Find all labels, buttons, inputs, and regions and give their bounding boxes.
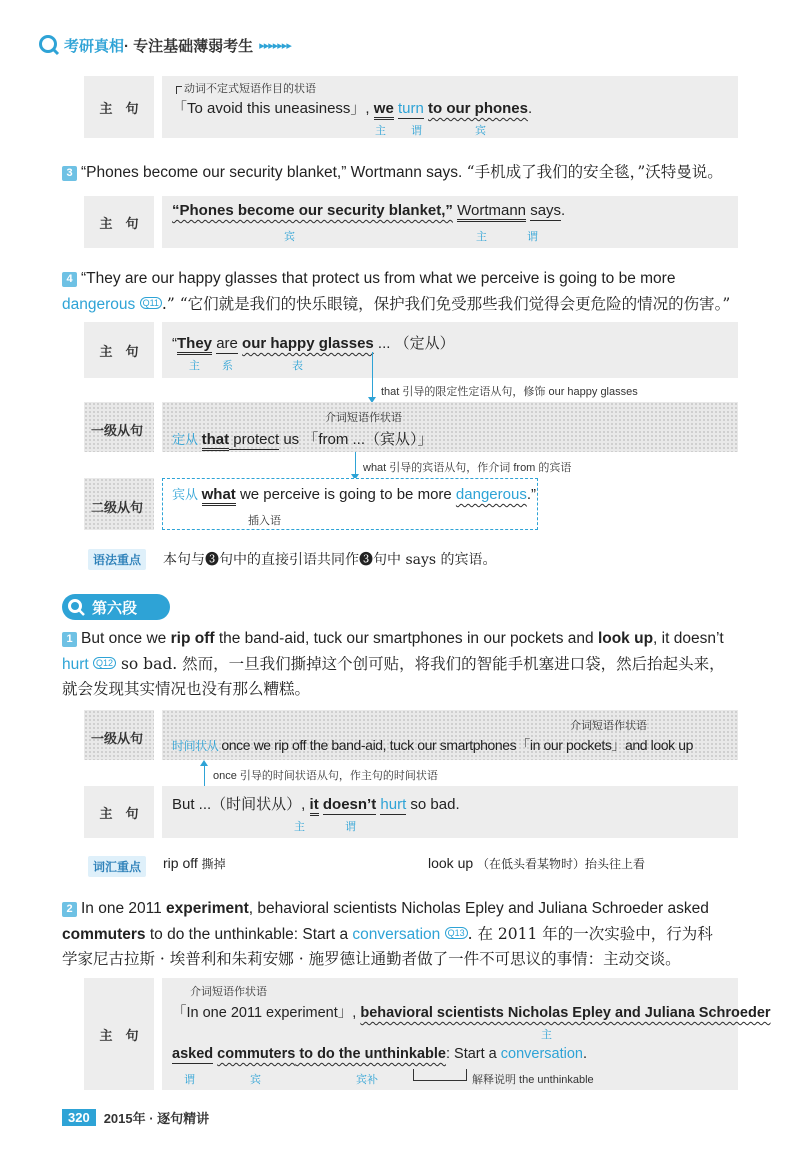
b4-note-2: what 引导的宾语从句，作介词 from 的宾语 bbox=[363, 462, 572, 474]
header-arrows: ▸▸▸▸▸▸▸ bbox=[259, 39, 291, 52]
sentence-3: 3 “Phones become our security blanket,” Wortmann says. “手机成了我们的安全毯，”沃特曼说。 bbox=[62, 160, 762, 185]
b4-connector-1 bbox=[372, 352, 373, 398]
b4-role-subject: 主 bbox=[189, 360, 200, 372]
b5-level1-sentence: 时间状从 once we rip off the band-aid, tuck our smartphones「in our pockets」and look up bbox=[172, 737, 694, 753]
header bbox=[38, 34, 291, 56]
footer-title: 2015年 · 逐句精讲 bbox=[103, 1111, 210, 1126]
b4-role-link: 系 bbox=[222, 360, 233, 372]
b5-main-label-box: 主 句 bbox=[84, 786, 154, 838]
b4-level2-sentence: 宾从 what we perceive is going to be more dangerous.” bbox=[172, 484, 536, 503]
b3-label-box: 主 句 bbox=[84, 196, 154, 248]
sentence-3-number: 3 bbox=[62, 166, 77, 181]
b4-main-label-box: 主 句 bbox=[84, 322, 154, 378]
search-logo-icon bbox=[38, 34, 60, 56]
header-logo-text: 考研真相 bbox=[64, 37, 125, 55]
search-icon bbox=[66, 597, 86, 617]
b5-main-sentence: But ...（时间状从）, it doesn’t hurt so bad. bbox=[172, 793, 460, 814]
b6-role-object: 宾 bbox=[250, 1074, 261, 1086]
q13-badge: Q13 bbox=[445, 927, 468, 939]
b5-role-verb: 谓 bbox=[345, 821, 356, 833]
b1-role-verb: 谓 bbox=[411, 125, 422, 137]
main-clause-label: 主 句 bbox=[99, 100, 139, 116]
level2-label: 二级从句 bbox=[91, 500, 144, 515]
b4-role-predicative: 表 bbox=[292, 360, 303, 372]
b1-annotation: 动词不定式短语作目的状语 bbox=[184, 80, 316, 96]
b5-note: once 引导的时间状语从句，作主句的时间状语 bbox=[213, 770, 438, 782]
q11-badge: Q11 bbox=[140, 297, 162, 309]
b3-sentence: “Phones become our security blanket,” Wortmann says. bbox=[172, 202, 565, 219]
grammar-tag: 语法重点 bbox=[88, 549, 146, 570]
page-number: 320 bbox=[62, 1109, 96, 1126]
b6-role-verb: 谓 bbox=[184, 1074, 195, 1086]
annotation-arrow-icon bbox=[176, 86, 182, 94]
b4-note-1: that 引导的限定性定语从句，修饰 our happy glasses bbox=[381, 386, 638, 398]
footer bbox=[62, 1108, 209, 1127]
sentence-4: 4 “They are our happy glasses that protect us from what we perceive is going to be more dangerous Q11 .” “它们就是我们的快乐眼镜，保护我们免受那些我们觉得会更危险的情况的伤害。” bbox=[62, 270, 731, 313]
vocab-tag: 词汇重点 bbox=[88, 856, 146, 877]
p6-sentence-2: 2 In one 2011 experiment, behavioral scientists Nicholas Epley and Juliana Schroeder asked commuters to do the unthinkable: Start a conversation Q13 . 在 2011 年的一次实验中，行为科 学家尼古拉斯 · 埃普利和朱莉安娜 · 施罗德让通勤者做了一件不可思议的事情：主动交谈。 bbox=[62, 900, 713, 968]
b4-main-sentence: “They are our happy glasses ... （定从） bbox=[172, 332, 455, 353]
section6-title: 第六段 bbox=[92, 599, 138, 617]
grammar-text: 本句与❸句中的直接引语共同作❸句中 says 的宾语。 bbox=[163, 552, 497, 568]
b5-connector-arrow bbox=[200, 760, 208, 766]
b6-line2: asked commuters to do the unthinkable: Start a conversation. bbox=[172, 1046, 588, 1062]
b4-insert-note: 插入语 bbox=[248, 515, 281, 527]
b3-role-object: 宾 bbox=[284, 231, 295, 243]
b4-level1-sentence: 定从 that protect us 「from ...（宾从）」 bbox=[172, 428, 433, 449]
section6-heading bbox=[62, 594, 170, 620]
vocab-term-1: rip off 撕掉 bbox=[163, 855, 226, 871]
b5-connector bbox=[204, 764, 205, 786]
b4-level1-annotation: 介词短语作状语 bbox=[325, 412, 402, 424]
b1-role-object: 宾 bbox=[475, 125, 486, 137]
b1-sentence: 「To avoid this uneasiness」, we turn to our phones. bbox=[172, 97, 532, 118]
b3-role-verb: 谓 bbox=[527, 231, 538, 243]
b5-role-subject: 主 bbox=[294, 821, 305, 833]
b3-role-subject: 主 bbox=[476, 231, 487, 243]
b6-label-box: 主 句 bbox=[84, 978, 154, 1090]
b6-explain: 解释说明 the unthinkable bbox=[472, 1074, 594, 1086]
p6-sentence-1: 1 But once we rip off the band-aid, tuck our smartphones in our pockets and look up, it doesn’t hurt Q12 so bad. 然而，一旦我们撕掉这个创可贴，将我们的智能手机塞进口袋，然后抬起头来， 就会发现其实情况也没有那么糟糕。 bbox=[62, 630, 725, 698]
b1-role-subject: 主 bbox=[375, 125, 386, 137]
level1-label: 一级从句 bbox=[91, 423, 144, 438]
b6-annotation: 介词短语作状语 bbox=[190, 986, 267, 998]
b5-level1-annotation: 介词短语作状语 bbox=[570, 720, 647, 732]
b6-line1: 「In one 2011 experiment」, behavioral scientists Nicholas Epley and Juliana Schroeder bbox=[172, 1005, 771, 1021]
b6-role-complement: 宾补 bbox=[356, 1074, 378, 1086]
q12-badge: Q12 bbox=[93, 657, 116, 669]
vocab-term-2: look up （在低头看某物时）抬头往上看 bbox=[428, 855, 646, 871]
b1-label-box bbox=[84, 76, 154, 138]
b6-explain-bracket bbox=[413, 1069, 467, 1081]
b6-role-subject: 主 bbox=[541, 1029, 552, 1041]
header-subtitle: · 专注基础薄弱考生 bbox=[124, 37, 254, 55]
